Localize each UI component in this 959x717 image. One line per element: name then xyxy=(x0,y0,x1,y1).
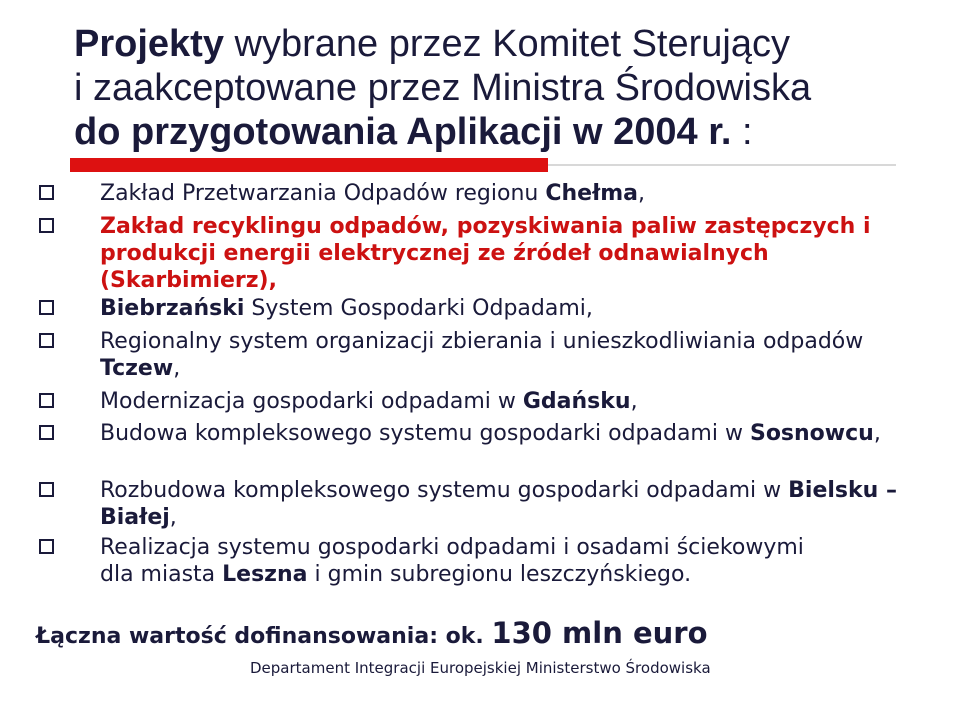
item-city: Leszna xyxy=(222,562,308,587)
square-bullet-icon xyxy=(39,333,54,348)
item-city: Tczew xyxy=(100,356,174,381)
title-line-1-rest: wybrane przez Komitet Sterujący xyxy=(223,23,790,65)
total-amount: 130 mln euro xyxy=(491,616,708,650)
list-item xyxy=(100,295,920,322)
item-text-end: , xyxy=(169,505,177,530)
item-text-end: , xyxy=(173,356,181,381)
title-bold-word: Projekty xyxy=(74,23,224,65)
item-city: Bielsku – Białej xyxy=(100,478,897,530)
list-item xyxy=(100,477,920,531)
list-item xyxy=(100,213,890,294)
square-bullet-icon xyxy=(39,393,54,408)
list-item xyxy=(100,420,920,447)
item-text: Modernizacja gospodarki odpadami w xyxy=(100,389,523,414)
total-funding xyxy=(36,616,936,654)
item-text-end: , xyxy=(630,389,638,414)
item-text: Zakład recyklingu odpadów, pozyskiwania paliw zastępczych i produkcji energii elektrycznej ze źródeł odnawialnych (Skarbimierz), xyxy=(100,214,871,293)
list-item xyxy=(100,534,820,588)
item-text-end: i gmin subregionu leszczyńskiego. xyxy=(307,562,692,587)
title-line-3-bold: do przygotowania Aplikacji w 2004 r. xyxy=(74,111,732,153)
square-bullet-icon xyxy=(39,185,54,200)
item-text-end: System Gospodarki Odpadami, xyxy=(244,296,593,321)
square-bullet-icon xyxy=(39,539,54,554)
title-line-1 xyxy=(74,22,944,66)
title-divider-red-bar xyxy=(70,158,548,172)
list-item xyxy=(100,388,920,415)
total-label: Łączna wartość dofinansowania: ok. xyxy=(36,624,492,649)
list-item xyxy=(100,328,920,382)
item-text-end: , xyxy=(873,421,881,446)
item-city: Sosnowcu xyxy=(749,421,874,446)
square-bullet-icon xyxy=(39,300,54,315)
footer-department: Departament Integracji Europejskiej Ministerstwo Środowiska xyxy=(250,659,711,677)
item-text: Budowa kompleksowego systemu gospodarki odpadami w xyxy=(100,421,750,446)
square-bullet-icon xyxy=(39,482,54,497)
item-city: Gdańsku xyxy=(522,389,631,414)
item-text: Rozbudowa kompleksowego systemu gospodarki odpadami w xyxy=(100,478,789,503)
list-item xyxy=(100,180,920,207)
item-text-end: , xyxy=(638,181,646,206)
title-line-2: i zaakceptowane przez Ministra Środowiska xyxy=(74,67,812,109)
item-city: Chełma xyxy=(545,181,639,206)
square-bullet-icon xyxy=(39,425,54,440)
title-line-3 xyxy=(74,110,944,154)
title-line-3-rest: : xyxy=(731,111,753,153)
item-text: Zakład Przetwarzania Odpadów regionu xyxy=(100,181,546,206)
square-bullet-icon xyxy=(39,218,54,233)
item-text: Realizacja systemu gospodarki odpadami i osadami ściekowymi dla miasta xyxy=(100,535,804,587)
slide-title xyxy=(74,22,944,154)
item-city: Biebrzański xyxy=(100,296,245,321)
item-text: Regionalny system organizacji zbierania i unieszkodliwiania odpadów xyxy=(100,329,864,354)
